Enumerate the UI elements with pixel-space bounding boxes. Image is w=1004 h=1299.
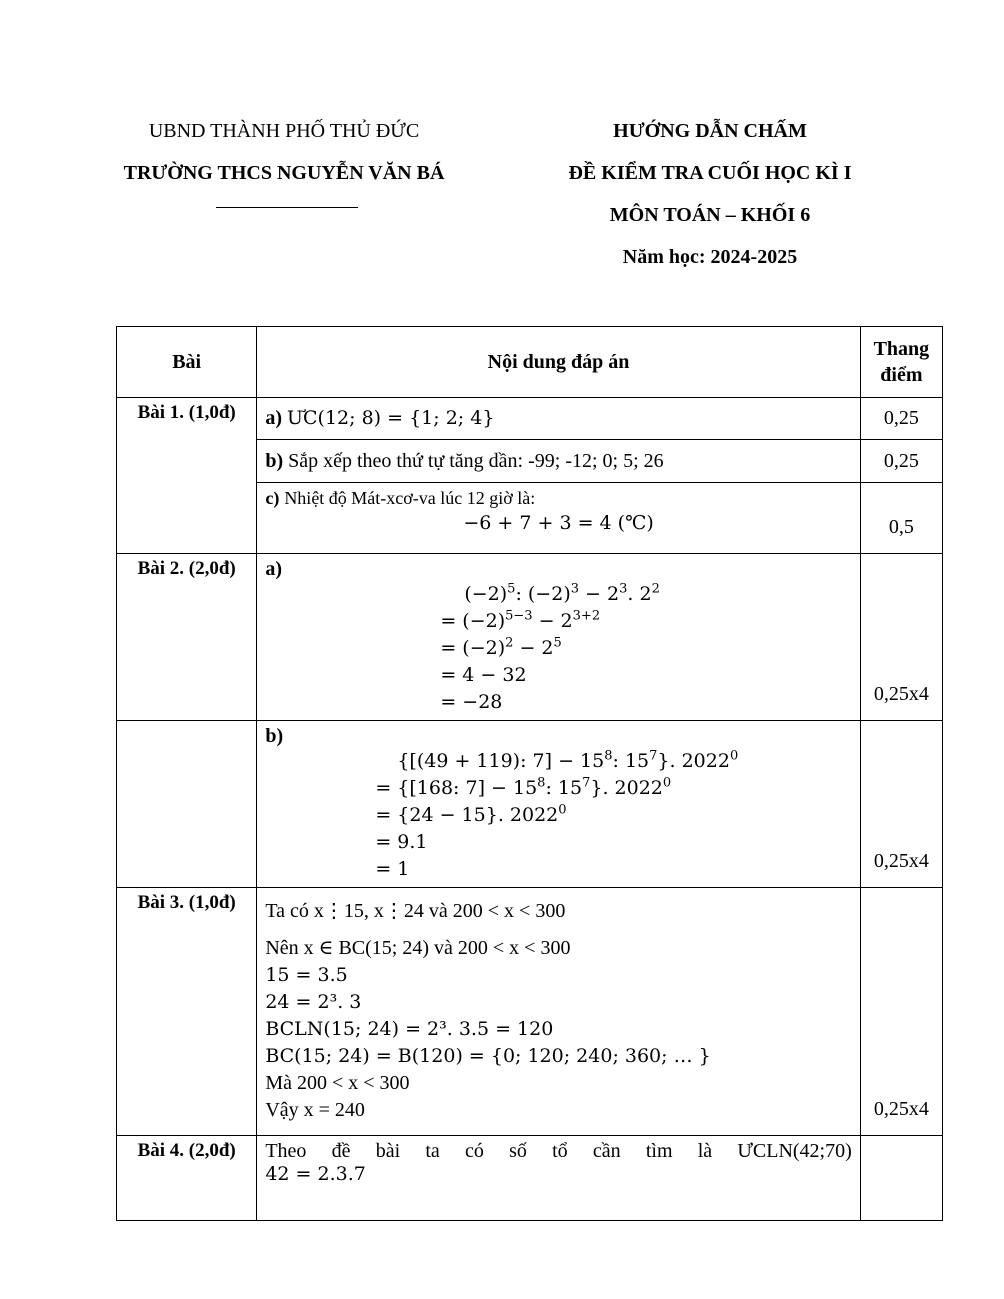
empty-cell [117, 721, 257, 888]
bai1-c-text: Nhiệt độ Mát-xcơ-va lúc 12 giờ là: [284, 488, 536, 508]
bai1-label: Bài 1. (1,0đ) [117, 398, 257, 554]
part-label: b) [265, 725, 284, 747]
bai2-a-content [257, 554, 860, 721]
col-header-content: Nội dung đáp án [257, 327, 860, 398]
table-row [117, 721, 943, 888]
bai1-a-points: 0,25 [860, 398, 942, 440]
bai1-a-content [257, 398, 860, 440]
part-label: a) [265, 407, 282, 429]
bai3-content [257, 888, 860, 1136]
math-step: = −28 [440, 691, 503, 713]
bai2-b-points: 0,25x4 [860, 721, 942, 888]
header-divider [216, 207, 358, 208]
exam-title: ĐỀ KIỂM TRA CUỐI HỌC KÌ I [568, 162, 852, 184]
bai1-a-text: ƯC(12; 8) = {1; 2; 4} [287, 407, 495, 429]
bai3-line: BCLN(15; 24) = 2³. 3.5 = 120 [265, 1018, 554, 1040]
part-label: c) [265, 488, 280, 508]
school-name: TRƯỜNG THCS NGUYỄN VĂN BÁ [123, 162, 445, 184]
bai4-line: Theo đề bài ta có số tổ cần tìm là ƯCLN(42;70) [265, 1140, 852, 1162]
table-row [117, 398, 943, 440]
part-label: a) [265, 558, 282, 580]
col-header-bai: Bài [117, 327, 257, 398]
bai3-line: 15 = 3.5 [265, 964, 348, 986]
answer-table [116, 326, 943, 1221]
bai2-a-steps [265, 581, 851, 716]
table-row [117, 888, 943, 1136]
bai2-b-content [257, 721, 860, 888]
bai3-points: 0,25x4 [860, 888, 942, 1136]
district-name: UBND THÀNH PHỐ THỦ ĐỨC [148, 120, 420, 142]
bai1-b-points: 0,25 [860, 440, 942, 483]
bai4-label: Bài 4. (2,0đ) [117, 1136, 257, 1221]
bai4-points [860, 1136, 942, 1221]
bai3-label: Bài 3. (1,0đ) [117, 888, 257, 1136]
bai4-content [257, 1136, 860, 1221]
bai1-b-content [257, 440, 860, 483]
bai3-line: BC(15; 24) = B(120) = {0; 120; 240; 360; … } [265, 1045, 711, 1067]
math-step: = 9.1 [375, 831, 428, 853]
bai1-c-points: 0,5 [860, 483, 942, 554]
bai2-b-steps [265, 748, 851, 883]
bai4-line: 42 = 2.3.7 [265, 1163, 366, 1185]
math-step: = {24 − 15}. 2022$^0$ [375, 802, 567, 826]
subject-grade: MÔN TOÁN – KHỐI 6 [609, 204, 811, 226]
bai1-b-text: Sắp xếp theo thứ tự tăng dần: -99; -12; 0; 5; 26 [288, 449, 664, 472]
bai1-c-content [257, 483, 860, 554]
math-step: = 4 − 32 [440, 664, 527, 686]
table-header-row [117, 327, 943, 398]
bai3-line: 24 = 2³. 3 [265, 991, 362, 1013]
math-step: = {[168: $7] - 15^8$: $15^7$}. 2022$^0$ [375, 775, 672, 799]
doc-title: HƯỚNG DẪN CHẤM [613, 120, 807, 142]
table-row [117, 1136, 943, 1221]
bai3-line: Vậy x = 240 [265, 1099, 365, 1121]
math-step: = $(-2)^{5-3} - 2^{3+2}$ [440, 608, 601, 632]
math-step: {[(49 + 119): $7] - 15^8$: $15^7$}. 2022$^0$ [397, 748, 739, 772]
math-step: $(-2)^5$: $(-2)^3 - 2^3$. $2^2$ [464, 581, 660, 605]
school-year: Năm học: 2024-2025 [622, 246, 798, 268]
bai3-line: Ta có x⋮15, x⋮24 và 200 < x < 300 [265, 900, 566, 922]
table-row [117, 554, 943, 721]
bai3-steps [265, 935, 851, 1124]
math-step: = 1 [375, 858, 410, 880]
bai2-a-points: 0,25x4 [860, 554, 942, 721]
bai2-label: Bài 2. (2,0đ) [117, 554, 257, 721]
part-label: b) [265, 449, 284, 472]
math-step: = $(-2)^2 - 2^5$ [440, 635, 562, 659]
bai3-line: Nên x ∈ BC(15; 24) và 200 < x < 300 [265, 937, 571, 959]
bai1-c-math: −6 + 7 + 3 = 4 (℃) [463, 512, 654, 534]
col-header-points: Thang điểm [860, 327, 942, 398]
bai3-line: Mà 200 < x < 300 [265, 1072, 410, 1094]
